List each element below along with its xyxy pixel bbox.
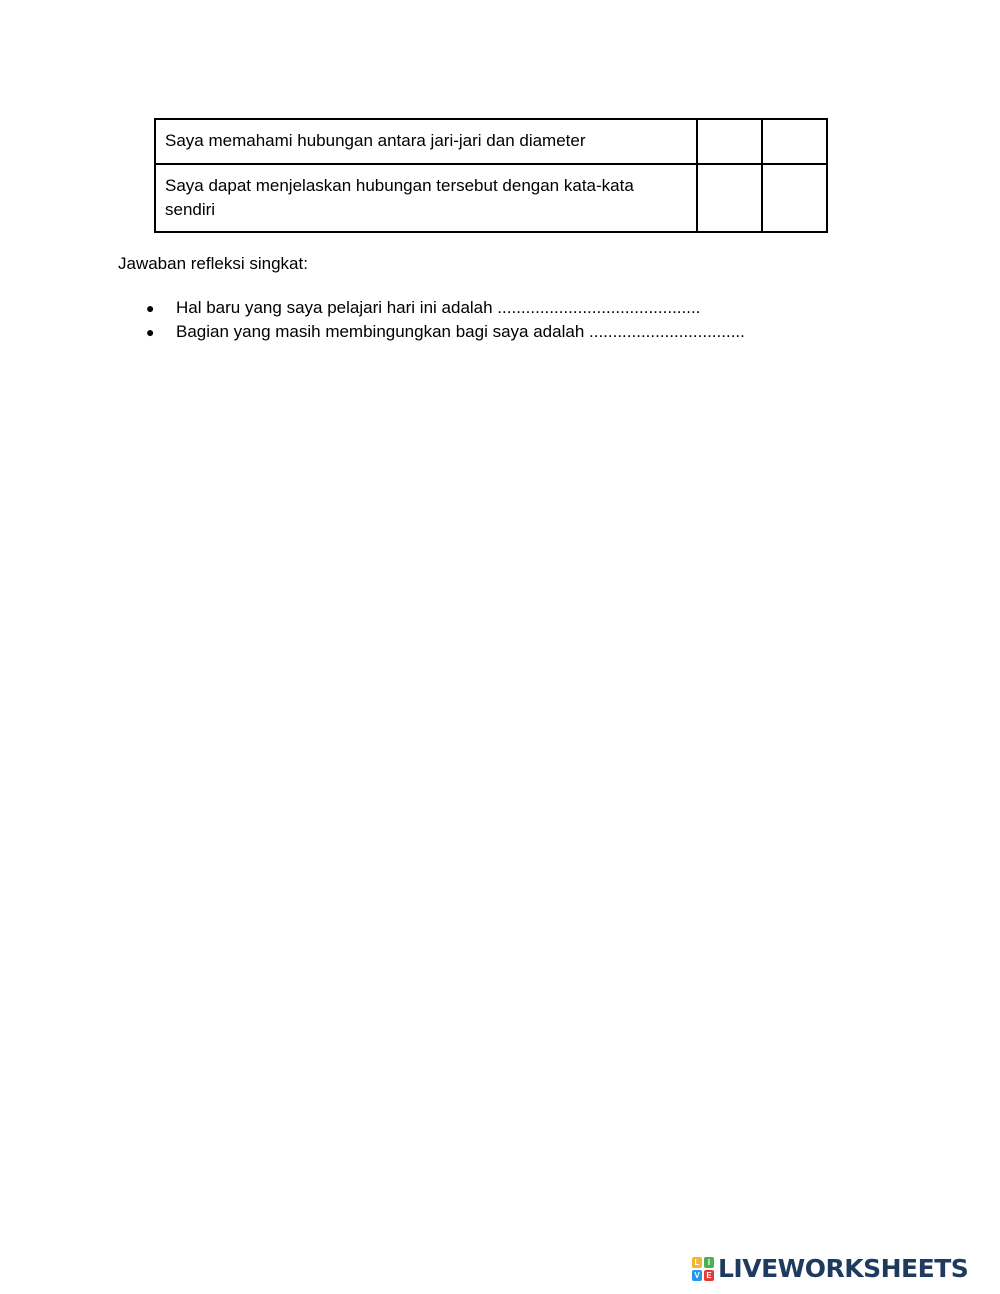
logo-text: LIVEWORKSHEETS <box>718 1254 969 1283</box>
logo-mark-tile: L <box>692 1257 702 1268</box>
logo-mark-icon <box>692 1257 714 1281</box>
list-item <box>146 296 745 320</box>
bullet-icon: ● <box>146 300 155 316</box>
check-box-cell-1[interactable] <box>697 119 762 164</box>
reflection-item-text: Hal baru yang saya pelajari hari ini adalah ........................................... <box>176 298 701 317</box>
statement-cell: Saya memahami hubungan antara jari-jari dan diameter <box>155 119 697 164</box>
logo-mark-tile: E <box>704 1270 714 1281</box>
reflection-item-text: Bagian yang masih membingungkan bagi saya adalah ................................. <box>176 322 745 341</box>
check-box-cell-2[interactable] <box>762 119 827 164</box>
statement-cell: Saya dapat menjelaskan hubungan tersebut dengan kata-kata sendiri <box>155 164 697 232</box>
check-box-cell-1[interactable] <box>697 164 762 232</box>
check-box-cell-2[interactable] <box>762 164 827 232</box>
bullet-icon: ● <box>146 324 155 340</box>
table-row <box>155 119 827 164</box>
liveworksheets-logo <box>692 1255 968 1283</box>
logo-mark-tile: I <box>704 1257 714 1268</box>
table-row <box>155 164 827 232</box>
self-assessment-table <box>154 118 828 233</box>
list-item <box>146 320 745 344</box>
reflection-list <box>146 296 745 344</box>
logo-mark-tile: V <box>692 1270 702 1281</box>
reflection-heading: Jawaban refleksi singkat: <box>118 254 308 273</box>
